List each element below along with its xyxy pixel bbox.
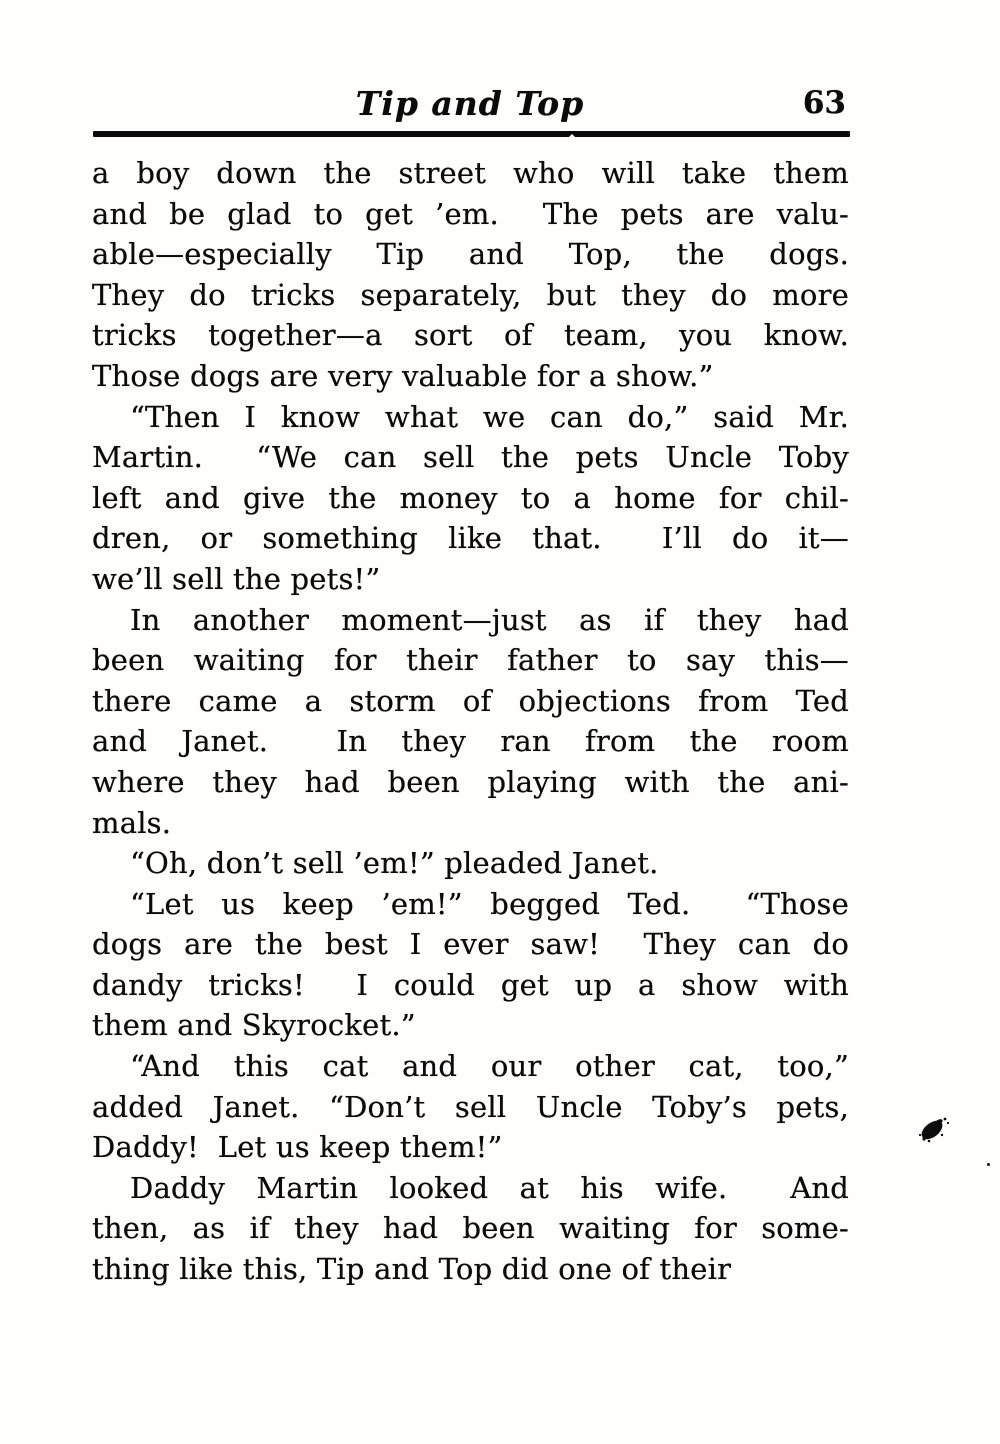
page-body [92, 153, 849, 1290]
page-number: 63 [802, 85, 846, 121]
text-line: them and Skyrocket.” [92, 1008, 416, 1043]
text-line: Martin. “We can sell the pets Uncle Toby [92, 440, 849, 475]
text-line: “And this cat and our other cat, too,” [130, 1049, 849, 1084]
paragraph [92, 1168, 849, 1290]
text-line: thing like this, Tip and Top did one of their [92, 1252, 732, 1287]
text-line: They do tricks separately, but they do more [92, 277, 849, 312]
paragraph [92, 884, 849, 1046]
text-line: been waiting for their father to say this— [92, 643, 849, 678]
ink-smudge [912, 1108, 956, 1152]
text-line: dogs are the best I ever saw! They can do [92, 927, 849, 962]
text-line: able—especially Tip and Top, the dogs. [92, 237, 849, 272]
text-line: and Janet. In they ran from the room [92, 724, 849, 759]
text-line: there came a storm of objections from Ted [92, 683, 849, 718]
text-line: Daddy! Let us keep them!” [92, 1130, 503, 1165]
text-line: dandy tricks! I could get up a show with [92, 967, 849, 1002]
text-line: “Oh, don’t sell ’em!” pleaded Janet. [130, 846, 659, 881]
rule-notch [567, 134, 577, 139]
text-line: left and give the money to a home for chil- [92, 480, 849, 515]
text-line: mals. [92, 805, 172, 840]
text-line: “Let us keep ’em!” begged Ted. “Those [130, 886, 849, 921]
text-line: added Janet. “Don’t sell Uncle Toby’s pets, [92, 1089, 849, 1124]
page-title: Tip and Top [355, 84, 585, 123]
text-line: a boy down the street who will take them [92, 156, 849, 190]
ink-speck [987, 1163, 990, 1166]
running-head [92, 84, 848, 130]
text-line: Those dogs are very valuable for a show.” [92, 358, 714, 393]
text-line: dren, or something like that. I’ll do it— [92, 521, 849, 556]
paragraph [92, 843, 849, 884]
paragraph [92, 397, 849, 600]
text-line: In another moment—just as if they had [130, 602, 849, 637]
text-line: “Then I know what we can do,” said Mr. [130, 399, 849, 434]
paragraph [92, 153, 849, 397]
text-line: tricks together—a sort of team, you know. [92, 318, 849, 353]
text-line: then, as if they had been waiting for some- [92, 1211, 849, 1246]
header-rule [93, 131, 850, 137]
text-line: we’ll sell the pets!” [92, 561, 381, 596]
text-line: and be glad to get ’em. The pets are valu- [92, 196, 849, 231]
text-line: where they had been playing with the ani- [92, 764, 849, 799]
paragraph [92, 1046, 849, 1168]
paragraph [92, 600, 849, 844]
text-line: Daddy Martin looked at his wife. And [130, 1170, 849, 1205]
